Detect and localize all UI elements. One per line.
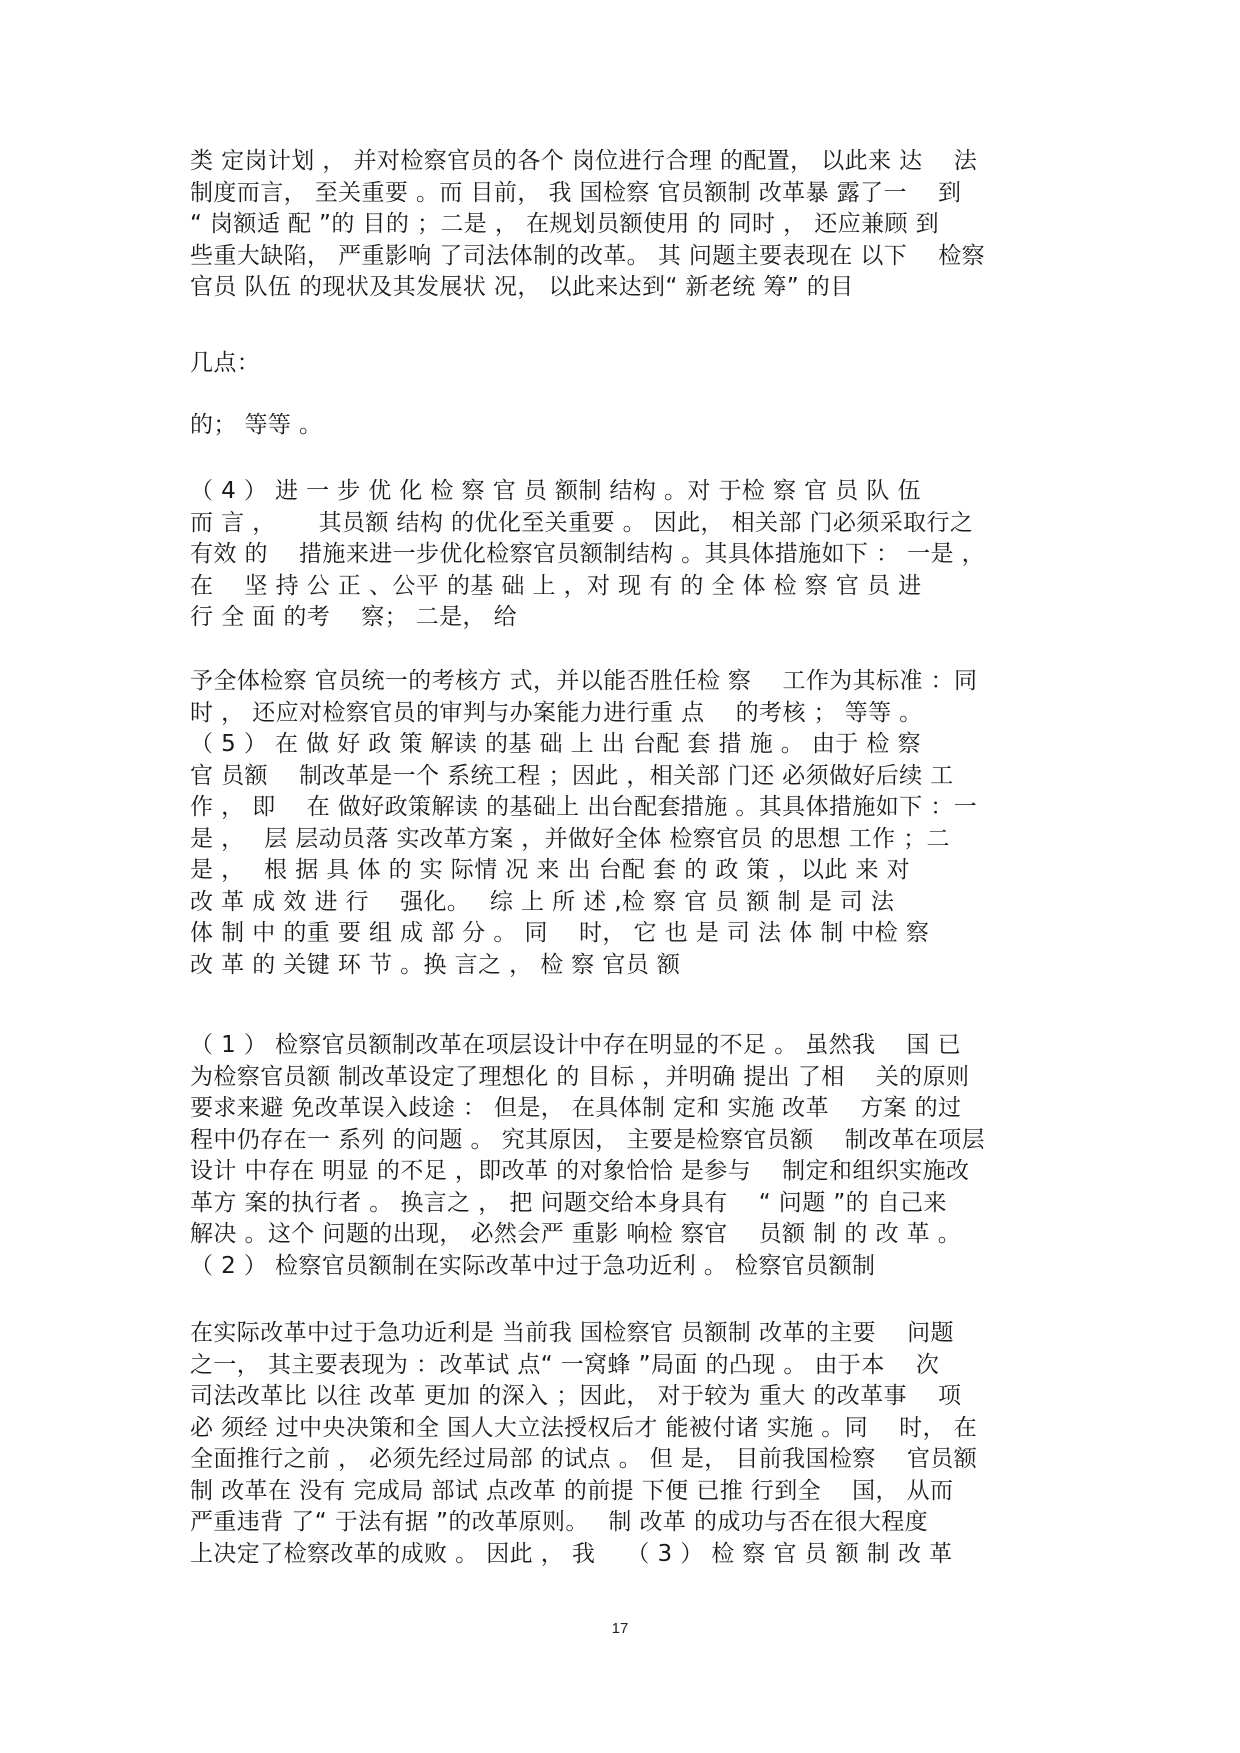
text-line: 要求来避 免改革误入歧途 ： 但是， 在具体制 定和 实施 改革 方案 的过 (190, 1095, 962, 1121)
text-line: 制度而言， 至关重要 。而 目前， 我 国检察 官员额制 改革暴 露了一 到 (190, 179, 962, 206)
text-line: 严重违背 了“ 于法有据 ”的改革原则。 制 改革 的成功与否在很大程度 (190, 1509, 928, 1535)
text-line: 为检察官员额 制改革设定了理想化 的 目标 ，并明确 提出 了相 关的原则 (190, 1063, 970, 1090)
text-line: 司法改革比 以往 改革 更加 的深入 ；因此， 对于较为 重大 的改革事 项 (190, 1383, 962, 1409)
text-line: 上决定了检察改革的成败 。 因此 ， 我 （ 3 ） 检 察 官 员 额 制 改 革 (190, 1540, 953, 1567)
text-line: 几点： (190, 350, 261, 376)
paragraph-1 (190, 146, 1050, 304)
text-line: 体 制 中 的重 要 组 成 部 分 。 同 时， 它 也 是 司 法 体 制 中检 察 (190, 920, 930, 946)
text-line: （ 5 ） 在 做 好 政 策 解读 的基 础 上 出 台配 套 措 施 。 由于 检 察 (190, 731, 921, 757)
paragraph-4 (190, 476, 1050, 634)
text-line: 制 改革在 没有 完成局 部试 点改革 的前提 下便 已推 行到全 国， 从而 (190, 1477, 954, 1504)
text-line: 作 ， 即 在 做好政策解读 的基础上 出台配套措施 。其具体措施如下 ：一 (190, 794, 978, 820)
text-line: 而 言 ， 其员额 结构 的优化至关重要 。 因此， 相关部 门必须采取行之 (190, 509, 974, 536)
text-line: 在实际改革中过于急功近利是 当前我 国检察官 员额制 改革的主要 问题 (190, 1320, 954, 1346)
page-number: 17 (611, 1620, 629, 1637)
text-line: 程中仍存在一 系列 的问题 。 究其原因， 主要是检察官员额 制改革在项层 (190, 1126, 986, 1153)
text-line: 改 革 成 效 进 行 强化。 综 上 所 述 ,检 察 官 员 额 制 是 司 法 (190, 888, 895, 915)
paragraph-5 (190, 666, 1050, 981)
text-line: 官 员额 制改革是一个 系统工程 ；因此 ，相关部 门还 必须做好后续 工 (190, 762, 954, 789)
text-line: 革方 案的执行者 。 换言之 ， 把 问题交给本身具有 “ 问题 ”的 自己来 (190, 1189, 947, 1216)
text-line: 在 坚 持 公 正 、公平 的基 础 上 ，对 现 有 的 全 体 检 察 官 员 进 (190, 572, 922, 599)
text-line: 设计 中存在 明显 的不足 ，即改革 的对象恰恰 是参与 制定和组织实施改 (190, 1158, 970, 1184)
text-line: 时 ， 还应对检察官员的审判与办案能力进行重 点 的考核 ； 等等 。 (190, 699, 923, 726)
text-line: （ 1 ） 检察官员额制改革在项层设计中存在明显的不足 。 虽然我 国 已 (190, 1032, 962, 1058)
text-line: 改 革 的 关键 环 节 。换 言之 ， 检 察 官员 额 (190, 951, 681, 978)
text-line: （ 2 ） 检察官员额制在实际改革中过于急功近利 。 检察官员额制 (190, 1252, 876, 1279)
text-line: 予全体检察 官员统一的考核方 式，并以能否胜任检 察 工作为其标准 ：同 (190, 668, 978, 694)
text-line: 行 全 面 的考 察； 二是， 给 (190, 604, 518, 630)
text-line: 之一， 其主要表现为 ：改革试 点“ 一窝蜂 ”局面 的凸现 。 由于本 次 (190, 1351, 940, 1378)
text-line: 是 ， 根 据 具 体 的 实 际情 况 来 出 台配 套 的 政 策 ，以此 来 对 (190, 857, 911, 883)
paragraph-2 (190, 348, 1050, 380)
paragraph-6 (190, 1030, 1050, 1282)
text-line: 必 须经 过中央决策和全 国人大立法授权后才 能被付诸 实施 。同 时， 在 (190, 1414, 978, 1441)
text-line: “ 岗额适 配 ”的 目的 ；二是 ， 在规划员额使用 的 同时 ， 还应兼顾 到 (190, 211, 939, 237)
text-line: 是 ， 层 层动员落 实改革方案 ，并做好全体 检察官员 的思想 工作 ；二 (190, 825, 950, 852)
text-line: 类 定岗计划 ， 并对检察官员的各个 岗位进行合理 的配置， 以此来 达 法 (190, 148, 978, 174)
text-line: 些重大缺陷， 严重影响 了司法体制的改革。 其 问题主要表现在 以下 检察 (190, 242, 986, 269)
paragraph-7 (190, 1318, 1050, 1570)
text-line: 全面推行之前 ， 必须先经过局部 的试点 。 但 是， 目前我国检察 官员额 (190, 1446, 978, 1472)
text-line: 解决 。这个 问题的出现， 必然会严 重影 响检 察官 员额 制 的 改 革 。 (190, 1221, 962, 1247)
text-line: 的； 等等 。 (190, 412, 323, 438)
text-line: 官员 队伍 的现状及其发展状 况， 以此来达到“ 新老统 筹” 的目 (190, 274, 854, 300)
text-line: 有效 的 措施来进一步优化检察官员额制结构 。其具体措施如下 ： 一是 ， (190, 541, 986, 567)
text-line: （ 4 ） 进 一 步 优 化 检 察 官 员 额制 结构 。对 于检 察 官 员 队 伍 (190, 478, 921, 504)
paragraph-3 (190, 410, 1050, 442)
